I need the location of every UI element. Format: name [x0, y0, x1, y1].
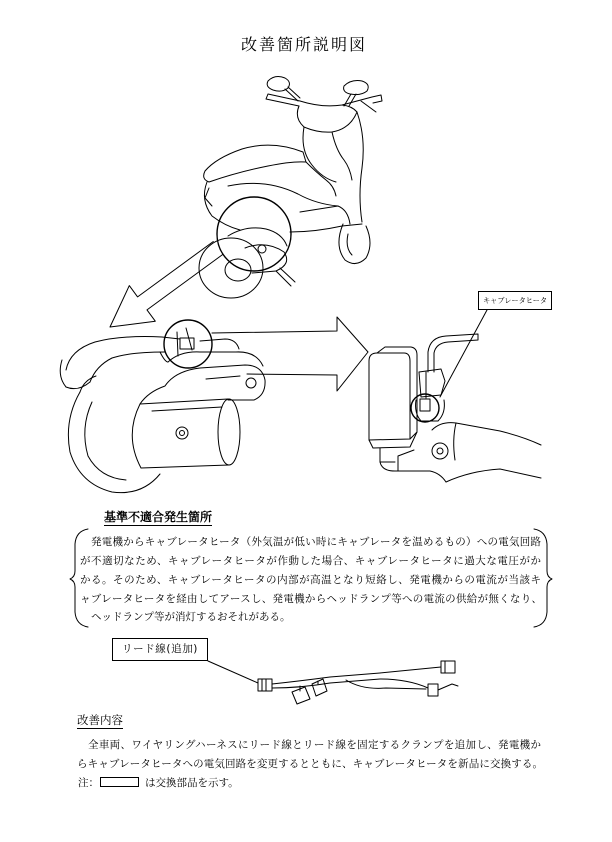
note-text: は交換部品を示す。 — [145, 777, 239, 789]
carburetor-body — [419, 369, 445, 397]
floorboard — [290, 224, 362, 232]
callout-label-box — [478, 291, 552, 310]
paragraph-line: 発電機からキャブレータヒータ（外気温が低い時にキャブレータを温めるもの）への電気回路 — [91, 536, 541, 548]
mount-bracket — [380, 448, 446, 482]
front-cowl — [297, 105, 357, 132]
rear-fender — [66, 337, 180, 370]
scooter-illustration — [199, 77, 382, 298]
lead-wire — [272, 667, 441, 684]
right-mirror — [344, 81, 369, 95]
side-panel — [228, 183, 338, 206]
replacement-part-legend-box — [100, 777, 139, 787]
connector — [292, 687, 310, 704]
connector — [428, 684, 438, 696]
pointer-arrow-diagonal — [110, 242, 223, 328]
carburetor — [180, 338, 194, 349]
highlight-circle — [217, 197, 291, 271]
air-box — [369, 353, 410, 440]
callout-label: キャブレータヒータ — [482, 296, 548, 305]
paragraph-line: ヘッドランプ等が消灯するおそれがある。 — [91, 611, 291, 623]
lead-wire — [346, 680, 426, 689]
carburetor-heater — [420, 399, 430, 411]
harness-label-box — [112, 638, 208, 661]
carburetor-closeup-illustration — [369, 310, 541, 482]
rear-wheel — [199, 238, 263, 298]
connector — [441, 661, 455, 673]
front-wheel — [339, 224, 370, 264]
muffler-end — [218, 399, 240, 465]
front-fork — [357, 112, 363, 222]
rear-body — [204, 182, 240, 230]
document-title: 改善箇所説明図 — [240, 35, 367, 54]
wire-harness-illustration — [208, 661, 458, 704]
paragraph-line: 全車両、ワイヤリングハーネスにリード線とリード線を固定するクランプを追加し、発電機か — [88, 739, 541, 751]
tail-light — [60, 360, 90, 389]
paragraph-line: かる。そのため、キャブレータヒータの内部が高温となり短絡し、発電機からの電流が当該キ — [80, 574, 541, 586]
connector — [258, 679, 272, 691]
pointer-arrow-right — [212, 317, 368, 391]
connector — [312, 679, 327, 696]
paragraph-line: ャブレータヒータを経由してアースし、発電機からヘッドランプ等への電流の供給が無くなり、 — [80, 593, 542, 605]
harness-label: リード線(追加) — [122, 643, 198, 655]
mount-bolt — [432, 443, 448, 459]
paragraph-line: らキャブレータヒータへの電気回路を変更するとともに、キャブレータヒータを新品に交換する。 — [77, 758, 543, 770]
section-heading-nonconformity: 基準不適合発生箇所 — [104, 510, 213, 524]
engine-closeup-illustration — [60, 320, 265, 493]
lead-wire — [272, 679, 428, 688]
leg-shield — [303, 127, 336, 182]
frame — [432, 423, 541, 445]
note-prefix: 注： — [78, 777, 99, 789]
kickstand — [276, 268, 295, 286]
section-heading-remedy: 改善内容 — [77, 713, 123, 727]
left-mirror — [267, 77, 289, 92]
paragraph-line: が不適切なため、キャブレータヒータが作動した場合、キャブレータヒータに過大な電圧がか — [80, 555, 541, 567]
callout-leader-line — [440, 310, 487, 397]
harness-leader-line — [208, 661, 258, 683]
seat — [204, 145, 306, 182]
muffler-bolt — [176, 427, 188, 439]
highlight-circle — [164, 320, 212, 368]
note-line — [78, 776, 239, 790]
intake-pipe — [200, 339, 239, 349]
